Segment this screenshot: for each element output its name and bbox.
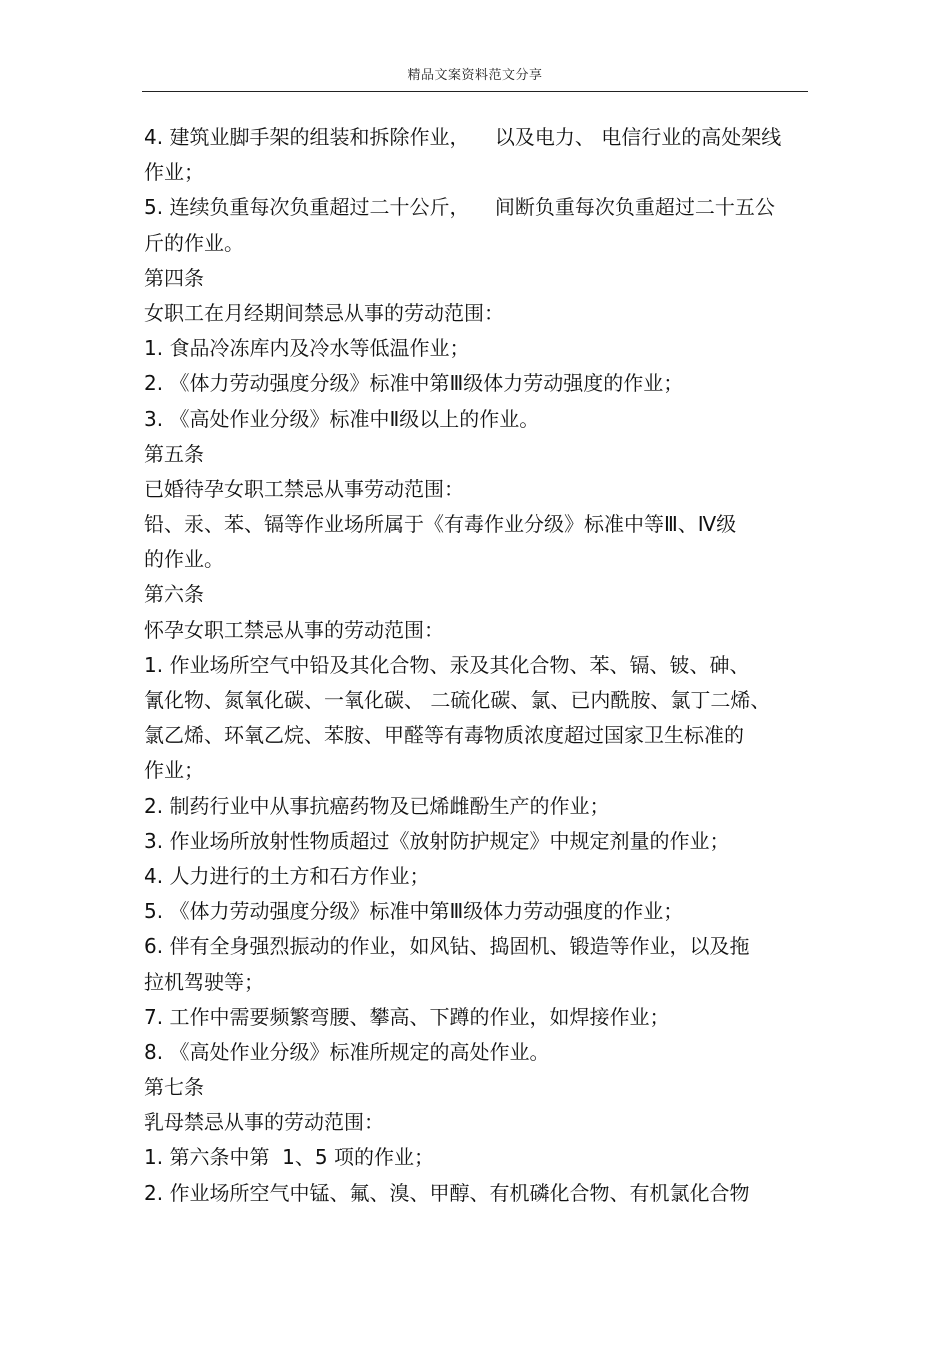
header-divider bbox=[142, 91, 808, 92]
text-line: 的作业。 bbox=[144, 547, 224, 572]
text-line: 乳母禁忌从事的劳动范围： bbox=[144, 1110, 384, 1135]
article-heading: 第五条 bbox=[144, 441, 204, 466]
text-line: 5. 连续负重每次负重超过二十公斤， 间断负重每次负重超过二十五公 bbox=[144, 195, 775, 220]
text-line: 怀孕女职工禁忌从事的劳动范围： bbox=[144, 617, 444, 642]
text-line: 5. 《体力劳动强度分级》标准中第Ⅲ级体力劳动强度的作业； bbox=[144, 899, 684, 924]
text-line: 拉机驾驶等； bbox=[144, 969, 264, 994]
article-heading: 第七条 bbox=[144, 1075, 204, 1100]
text-line: 女职工在月经期间禁忌从事的劳动范围： bbox=[144, 300, 504, 325]
text-line: 铅、汞、苯、镉等作业场所属于《有毒作业分级》标准中等Ⅲ、Ⅳ级 bbox=[144, 512, 737, 537]
text-line: 作业； bbox=[144, 758, 204, 783]
text-line: 8. 《高处作业分级》标准所规定的高处作业。 bbox=[144, 1039, 550, 1064]
text-line: 已婚待孕女职工禁忌从事劳动范围： bbox=[144, 476, 464, 501]
text-line: 1. 第六条中第 1、5 项的作业； bbox=[144, 1145, 434, 1170]
text-line: 4. 建筑业脚手架的组装和拆除作业， 以及电力、 电信行业的高处架线 bbox=[144, 125, 782, 149]
text-line: 2. 作业场所空气中锰、氟、溴、甲醇、有机磷化合物、有机氯化合物 bbox=[144, 1180, 750, 1205]
text-line: 1. 作业场所空气中铅及其化合物、汞及其化合物、苯、镉、铍、砷、 bbox=[144, 652, 750, 677]
text-line: 斤的作业。 bbox=[144, 230, 244, 255]
text-line: 6. 伴有全身强烈振动的作业，如风钻、捣固机、锻造等作业，以及拖 bbox=[144, 934, 750, 959]
text-line: 氯乙烯、环氧乙烷、苯胺、甲醛等有毒物质浓度超过国家卫生标准的 bbox=[144, 723, 744, 748]
text-line: 氰化物、氮氧化碳、一氧化碳、 二硫化碳、氯、已内酰胺、氯丁二烯、 bbox=[144, 688, 771, 712]
text-line: 3. 作业场所放射性物质超过《放射防护规定》中规定剂量的作业； bbox=[144, 828, 730, 853]
article-heading: 第六条 bbox=[144, 582, 204, 607]
page-header-title: 精品文案资料范文分享 bbox=[407, 68, 543, 83]
text-line: 3. 《高处作业分级》标准中Ⅱ级以上的作业。 bbox=[144, 406, 540, 431]
text-line: 7. 工作中需要频繁弯腰、攀高、下蹲的作业，如焊接作业； bbox=[144, 1004, 670, 1029]
text-line: 2. 《体力劳动强度分级》标准中第Ⅲ级体力劳动强度的作业； bbox=[144, 371, 684, 396]
article-heading: 第四条 bbox=[144, 265, 204, 290]
document-body bbox=[144, 120, 808, 1211]
text-line: 2. 制药行业中从事抗癌药物及已烯雌酚生产的作业； bbox=[144, 793, 610, 818]
text-line: 4. 人力进行的土方和石方作业； bbox=[144, 863, 430, 888]
text-line: 1. 食品冷冻库内及冷水等低温作业； bbox=[144, 336, 470, 361]
text-line: 作业； bbox=[144, 160, 204, 185]
